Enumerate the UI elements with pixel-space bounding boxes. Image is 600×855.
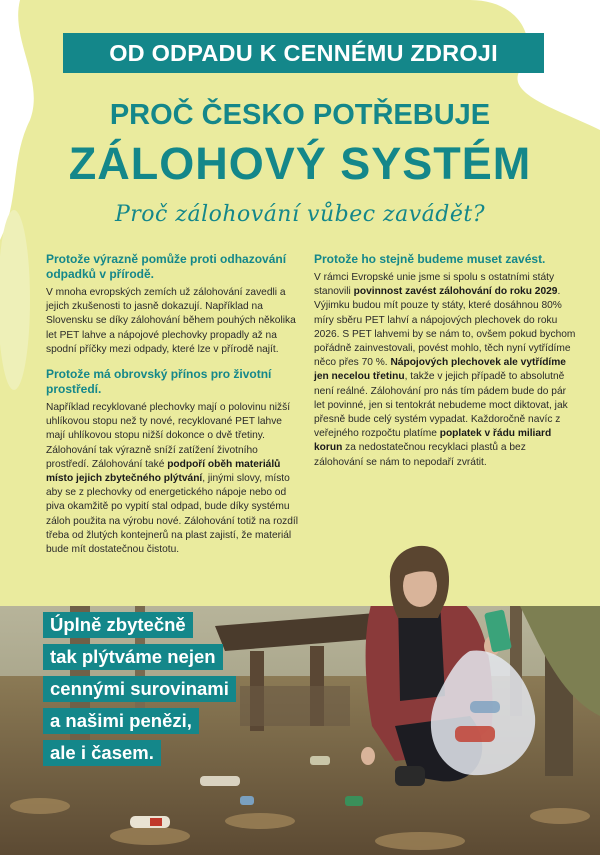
section-heading-obligation: Protože ho stejně budeme muset zavést.	[314, 252, 546, 266]
left-column	[46, 252, 298, 567]
quote-line: a našimi penězi,	[43, 708, 199, 734]
page-title-line-2: ZÁLOHOVÝ SYSTÉM	[68, 138, 532, 189]
quote-line: ale i časem.	[43, 740, 161, 766]
section-text-environment: Například recyklované plechovky mají o polovinu nižší uhlíkovou stopu než ty nové, recyklované PET lahve mají uhlíkovou stopu nižší dokonce o dvě třetiny. Zálohování tak výrazně sníží zatížení životního prostředí. Zálohování také podpoří oběh materiálů místo jejich zbytečného plýtvání, jinými slovy, místo aby se z plechovky od energetického nápoje nebo od piva okamžitě po vypití stal odpad, bude díky systému záloh použita na výrobu nové. Zálohování totiž na rozdíl třeba od žlutých kontejnerů na plast zajistí, že materiál bude mít dostatečnou čistotu.	[46, 402, 299, 556]
highlight-cans: Nápojových plechovek ale vytřídíme jen necelou třetinu	[314, 357, 566, 383]
quote-line: tak plýtváme nejen	[43, 644, 223, 670]
page-subtitle: Proč zálohování vůbec zavádět?	[114, 202, 486, 227]
section-heading-environment: Protože má obrovský přínos pro životní prostředí.	[46, 367, 272, 397]
quote-line: cennými surovinami	[43, 676, 236, 702]
banner-title: OD ODPADU K CENNÉMU ZDROJI	[63, 33, 544, 73]
section-text-obligation: V rámci Evropské unie jsme si spolu s ostatními státy stanovili povinnost zavést zálohování do roku 2029. Výjimku budou mít pouze ty státy, které dosáhnou 80% míry sběru PET lahví a nápojových plechovek do roku 2026. S PET lahvemi by se nám to, ovšem pokud bychom pořádně zainvestovali, povést mohlo, těch nyní vytřídíme něco přes 70 %. Nápojových plechovek ale vytřídíme jen necelou třetinu, takže v jejich případě to absolutně není reálné. Zálohování pro nás tím pádem bude do pár let povinné, jen si tentokrát nebudeme moct diktovat, jak přesně bude celý systém vypadat. Každoročně navíc z veřejného rozpočtu platíme poplatek v řádu miliard korun za nedostatečnou recyklaci plastů a bez zálohování se nám to nepodaří zvrátit.	[314, 272, 576, 468]
pull-quote	[43, 612, 236, 772]
highlight-deadline: povinnost zavést zálohování do roku 2029	[353, 286, 558, 298]
highlight-fee: poplatek v řádu miliard korun	[314, 428, 552, 454]
highlight-circulation: podpoří oběh materiálů místo jejich zbytečného plýtvání	[46, 458, 281, 485]
page-title-line-1: PROČ ČESKO POTŘEBUJE	[109, 99, 491, 131]
right-column	[314, 252, 576, 480]
section-text-litter: V mnoha evropských zemích už zálohování zavedli a jejich zkušenosti to jasně dokazují. Například na Slovensku se díky zálohování během pouhých několika let PET lahve a nápojové plechovky propadly až na spodní příčky mezi odpady, které lze v přírodě najít.	[46, 287, 296, 355]
woman-head	[378, 540, 458, 620]
quote-line: Úplně zbytečně	[43, 612, 193, 638]
section-heading-litter: Protože výrazně pomůže proti odhazování odpadků v přírodě.	[46, 252, 287, 281]
